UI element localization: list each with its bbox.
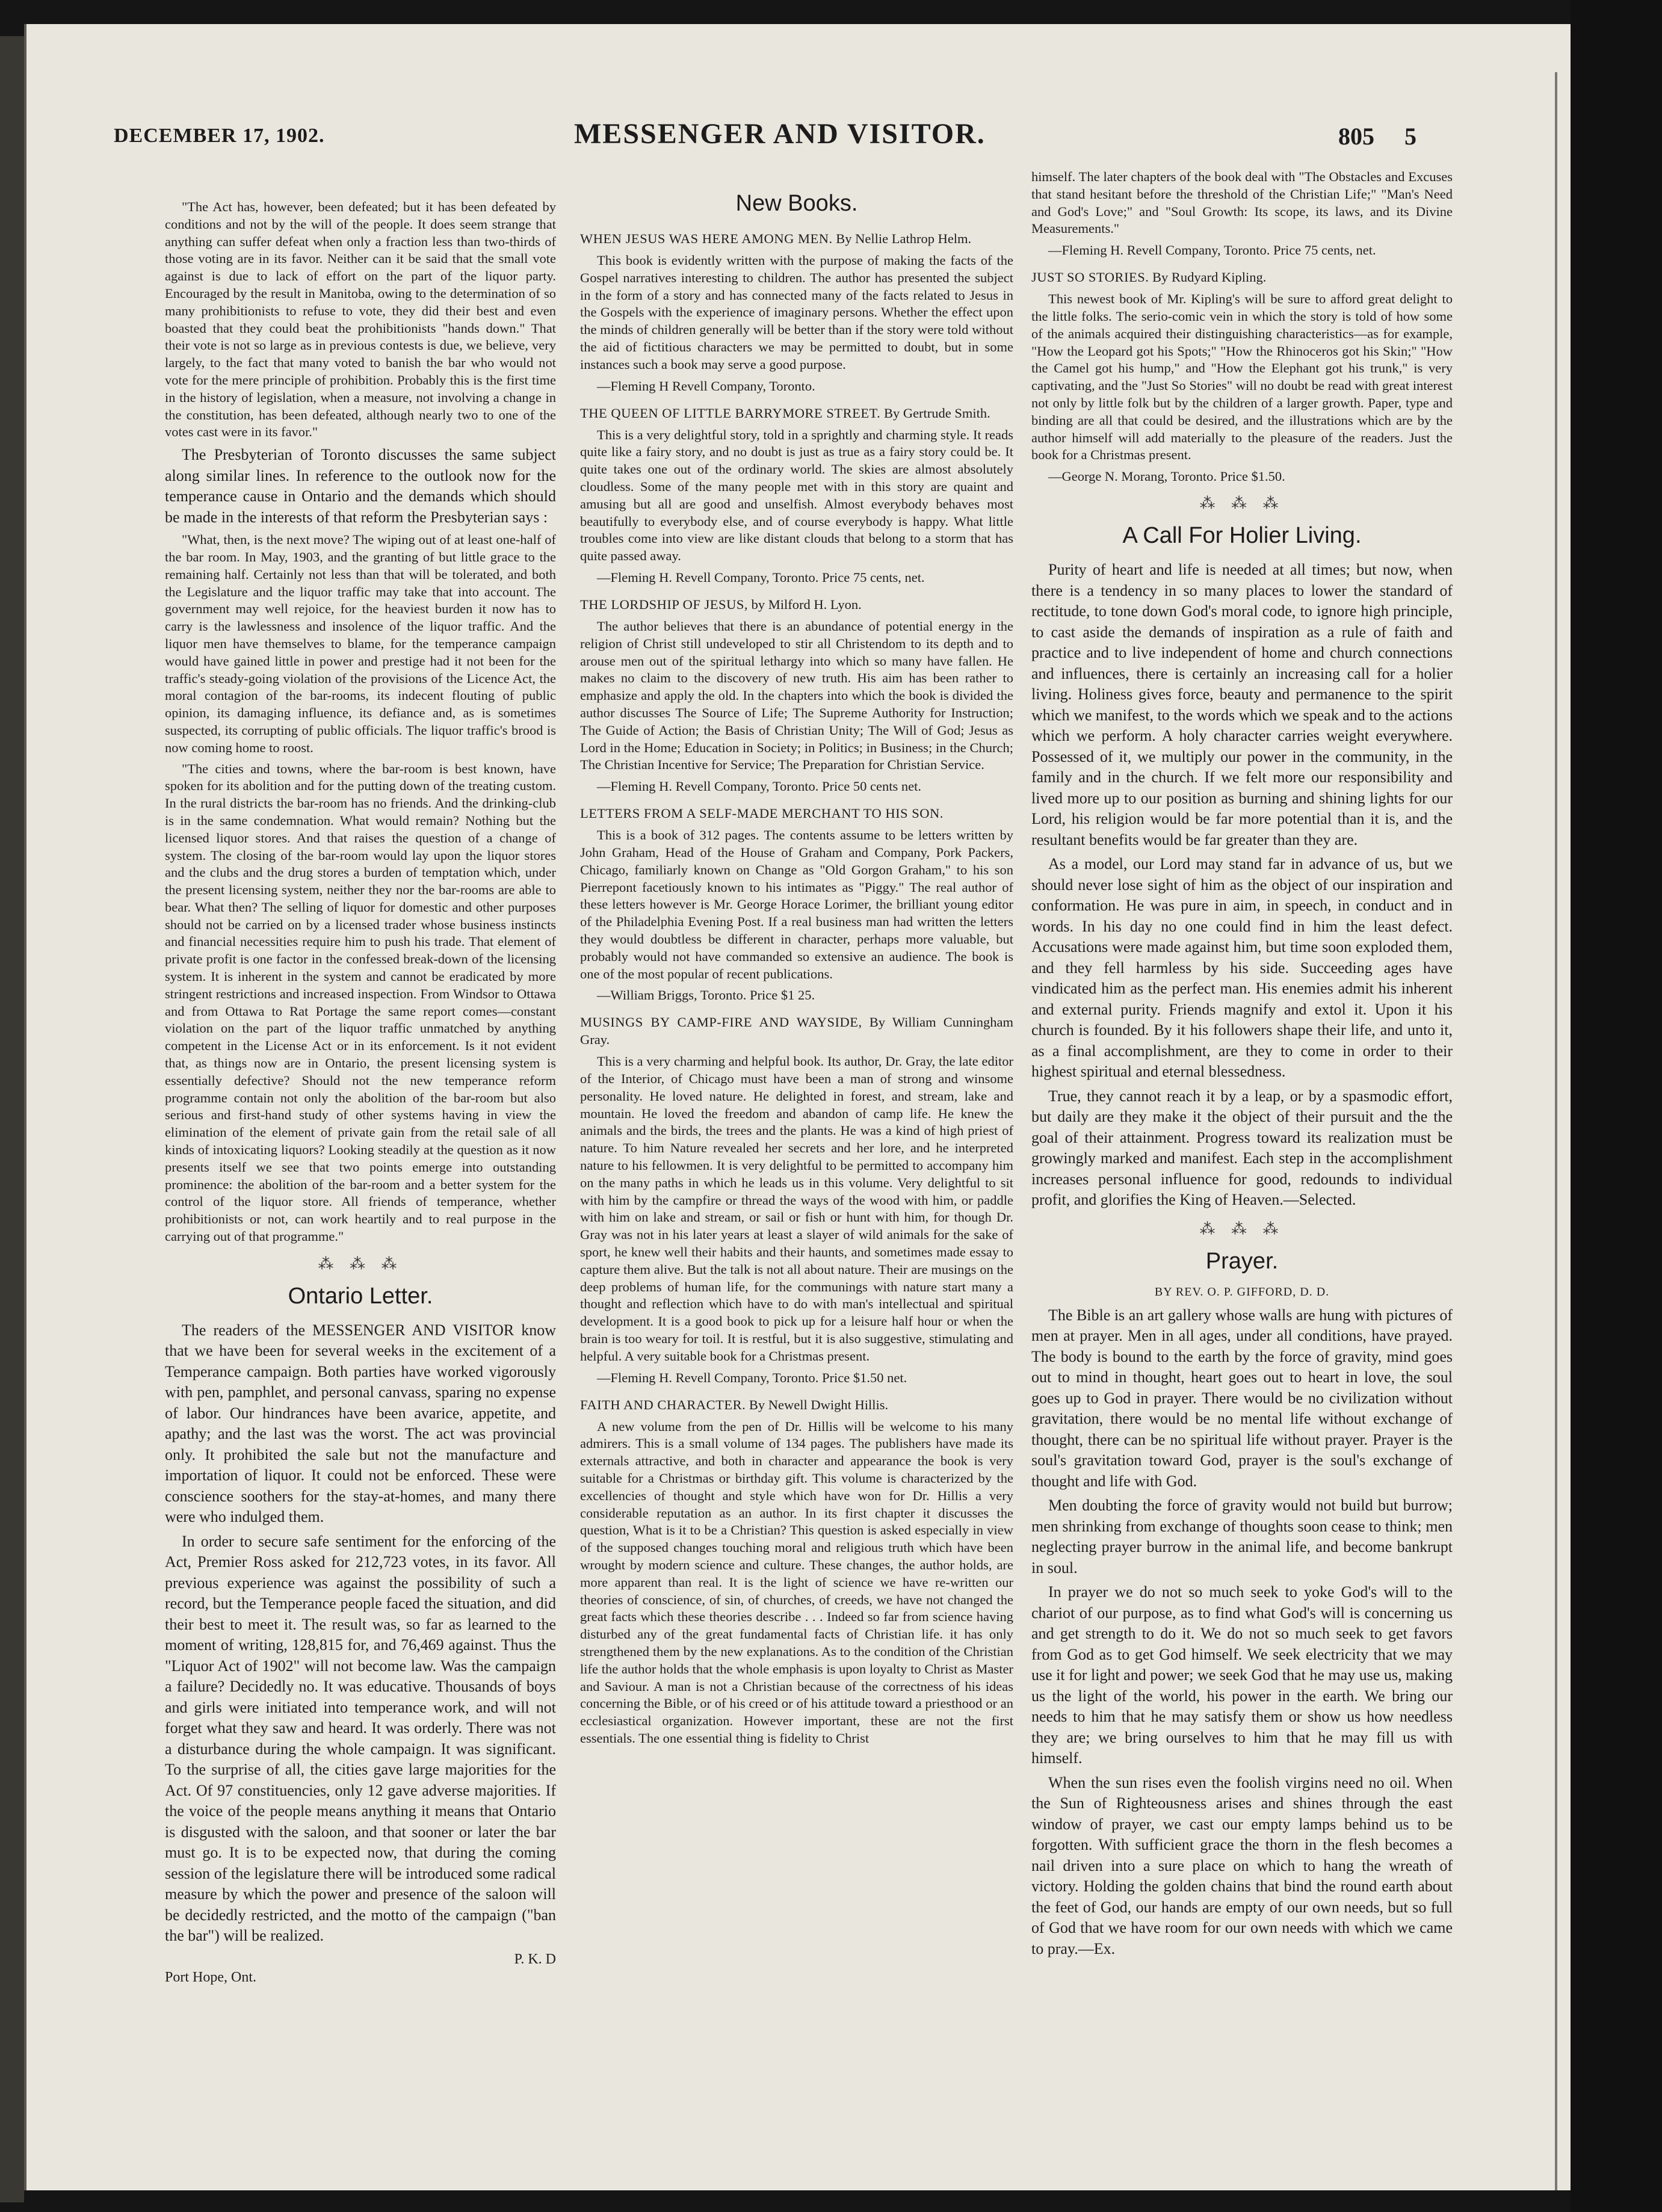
review-heading <box>580 1013 1013 1048</box>
holier-paragraph-3: True, they cannot reach it by a leap, or by a spasmodic effort, but daily are they make it the object of their pursuit and the the goal of their attainment. Progress toward its realization must be growingly marked and manifest. Each step in the accomplishment increases personal influence for good, redounds to individual profit, and glorifies the King of Heaven.—Selected. <box>1031 1087 1453 1209</box>
presbyterian-intro: The Presbyterian of Toronto discusses the same subject along similar lines. In reference to the outlook now for the temperance cause in Ontario and the demands which should be made in the interests of that reform the Presbyterian says : <box>165 446 556 526</box>
review-publisher: —William Briggs, Toronto. Price $1 25. <box>597 987 815 1003</box>
book-review <box>580 1396 1013 1747</box>
review-heading <box>580 404 1013 422</box>
book-review <box>580 1013 1013 1386</box>
review-heading <box>580 596 1013 613</box>
page-edge-rule <box>1555 72 1557 2190</box>
review-body: A new volume from the pen of Dr. Hillis will be welcome to his many admirers. This is a small volume of 134 pages. The publishers have made its externals attractive, and both in character and appearance the book is very suitable for a Christmas or birthday gift. This volume is characterized by the excellencies of thought and style which have won for Dr. Hillis a very considerable reputation as an author. In its first chapter it discusses the question, What is it to be a Christian? This question is asked especially in view of the supposed changes touching moral and religious truth which have been wrought by modern science and culture. These changes, the author holds, are more apparent than real. It is the light of science we have re-written our theories of conscience, of sin, of churches, of creeds, we have not changed the great facts which these theories describe . . . Indeed so far from science having disturbed any of the great fundamental facts of Christian life. it has only strengthened them by the new explanations. As to the condition of the Christian life the author holds that the whole emphasis is upon loyalty to Christ as Master and Saviour. A man is not a Christian because of the correctness of his ideas concerning the Bible, or of his creed or of his attitude toward a priesthood or an ecclesiastical organization. However important, these are not the first essentials. The one essential thing is fidelity to Christ <box>580 1418 1013 1746</box>
prayer-paragraph-3: In prayer we do not so much seek to yoke God's will to the chariot of our purpose, as to find what God's will is concerning us and get strength to do it. We do not so much seek to get favors from God as to get God himself. We seek electricity that we may use it for light and power; we seek God that he may use us, making us the light of the world, his power in the earth. We bring our needs to him that he may satisfy them or show us how needless they are; we bring ourselves to him that he may fill us with himself. <box>1031 1583 1453 1767</box>
review-title: THE QUEEN OF LITTLE BARRYMORE STREET. <box>580 405 881 421</box>
review-author: By Gertrude Smith. <box>883 405 990 421</box>
review-body: This book is evidently written with the purpose of making the facts of the Gospel narratives interesting to children. The author has presented the subject in the form of a story and has connected many of the facts related to Jesus in the Gospels with the experience of imaginary persons. Whether the effect upon the minds of children generally will be better than if the story were told without the aid of fictitious characters we may be permitted to doubt, but in some instances such a book may serve a good purpose. <box>580 253 1013 372</box>
ontario-paragraph-1: The readers of the MESSENGER AND VISITOR know that we have been for several weeks in the excitement of a Temperance campaign. Both parties have worked vigorously with pen, pamphlet, and personal canvass, sparing no expense of labor. Our hindrances have been avarice, appetite, and apathy; and the last was the worst. The act was provincial only. It prohibited the sale but not the manufacture and importation of liquor. It could not be enforced. These were conscience soothers for the stay-at-homes, and many there were who indulged them. <box>165 1321 556 1526</box>
book-review <box>580 805 1013 1004</box>
review-heading <box>580 1396 1013 1413</box>
review-body: This is a very charming and helpful book. Its author, Dr. Gray, the late editor of the Interior, of Chicago must have been a man of strong and winsome personality. He loved nature. He delighted in forest, and stream, lake and mountain. He loved the freedom and abandon of camp life. He knew the animals and the birds, the trees and the plants. He was a kind of high priest of nature. To him Nature revealed her secrets and her lore, and he interpreted nature to his fellowmen. It is very delightful to be permitted to accompany him on the many paths in which he leads us in this volume. Very delightful to sit with him by the campfire or thread the ways of the wood with him, or paddle with him on lake and stream, or sail or fish or hunt with him, for though Dr. Gray was not in his later years at least a slayer of wild animals for the sake of sport, he knew well their habits and their haunts, and sometimes made essay to capture them alive. But the talk is not all about nature. Their are musings on the deep problems of human life, for the communings with nature start many a thought and reflection which have to do with man's intellectual and spiritual development. It is a good book to pick up for a leisure half hour or when the brain is too weary for toil. It is restful, but it is also suggestive, stimulating and helpful. A very suitable book for a Christmas present. <box>580 1054 1013 1364</box>
review-publisher: —Fleming H. Revell Company, Toronto. Price 75 cents, net. <box>597 569 925 585</box>
prayer-paragraph-2: Men doubting the force of gravity would not build but burrow; men shrinking from exchange of thoughts soon cease to think; men neglecting prayer burrow in the animal life, and become bankrupt in soul. <box>1031 1497 1453 1577</box>
review-publisher: —George N. Morang, Toronto. Price $1.50. <box>1048 469 1285 484</box>
prayer-paragraph-1: The Bible is an art gallery whose walls are hung with pictures of men at prayer. Men in all ages, under all conditions, have prayed. The body is bound to the earth by the force of gravity, mind goes out to mind in thought, heart goes out to heart in love, the soul goes up to God in prayer. There would be no civilization without gravitation, there would be no mental life without exchange of thought, there can be no spiritual life without prayer. Prayer is the soul's gravitation toward God, prayer is the soul's exchange of thought and life with God. <box>1031 1306 1453 1490</box>
review-continuation: himself. The later chapters of the book deal with "The Obstacles and Excuses that stand hesitant before the threshold of the Christian Life;" "Man's Need and God's Love;" and "Soul Growth: Its scope, its laws, and its Divine Measurements." <box>1031 169 1453 236</box>
holier-paragraph-2: As a model, our Lord may stand far in advance of us, but we should never lose sight of him as the object of our inspiration and conformation. He was pure in aim, in speech, in conduct and in words. In his day no one could find in him the least defect. Accusations were made against him, but time soon exploded them, and they fell harmless by his side. Succeeding ages have vindicated him as the perfect man. His enemies admit his inherent and external purity. Friends magnify and extol it. Upon it his church is founded. By it his followers shape their life, and unto it, as a final accomplishment, are they to come in order to their highest spiritual and eternal blessedness. <box>1031 855 1453 1081</box>
review-body: The author believes that there is an abundance of potential energy in the religion of Christ still undeveloped to stir all Christendom to its depth and to arouse men out of the spiritual lethargy into which so many have fallen. He makes no claim to the discovery of new truth. His aim has been rather to emphasize and apply the old. In the chapters into which the book is divided the author discusses The Source of Life; The Supreme Authority for Instruction; The Guide of Action; the Basis of Christian Unity; The Will of God; Jesus as Lord in the Home; Education in Society; in Politics; in Business; in the Church; The Christian Incentive for Service; The Preparation for Christian Service. <box>580 618 1013 773</box>
presbyterian-quote-2: "The cities and towns, where the bar-room is best known, have spoken for its abolition and for the putting down of the treating custom. In the rural districts the bar-room has no friends. And the drinking-club is in the same condemnation. What would remain? Nothing but the licensed liquor stores. And that raises the question of a change of system. The closing of the bar-room would lay upon the liquor stores and the clubs and the drug stores a burden of temptation which, under the present licensing system, neither they nor the bar-rooms are able to bear. What then? The selling of liquor for domestic and other purposes should not be carried on by a licensed trader whose business instincts and financial necessities require him to push his trade. That element of private profit is one factor in the confessed break-down of the licensing system. It is inherent in the system and cannot be eradicated by more stringent restrictions and increased inspection. From Windsor to Ottawa and from Ottawa to Rat Portage the same report comes—constant violation on the part of the liquor traffic unmatched by anything competent in the License Act or in its enforcement. Is it not evident that, as things now are in Ontario, the present licensing system is essentially defective? Should not the new temperance reform programme contain not only the abolition of the bar-room but also serious and first-hand study of other systems having in view the elimination of the element of private gain from the retail sale of all kinds of intoxicating liquors? Looking steadily at the question as it now presents itself we see that two points emerge into outstanding prominence: the abolition of the bar-room and a better system for the control of the liquor store. All friends of temperance, whether prohibitionists or not, can work heartily and to real purpose in the carrying out of that programme." <box>165 761 556 1244</box>
section-divider: ⁂ ⁂ ⁂ <box>1199 495 1285 513</box>
holier-living-title: A Call For Holier Living. <box>1122 523 1362 549</box>
signature: P. K. D <box>514 1951 556 1967</box>
review-author: by Milford H. Lyon. <box>751 596 862 612</box>
review-title: MUSINGS BY CAMP-FIRE AND WAYSIDE, <box>580 1015 862 1030</box>
dateline-place: Port Hope, Ont. <box>165 1969 256 1985</box>
review-title: JUST SO STORIES. <box>1031 270 1149 285</box>
review-publisher: —Fleming H. Revell Company, Toronto. Price 75 cents, net. <box>1048 243 1376 258</box>
signature-row <box>165 1950 556 1968</box>
review-author: By Newell Dwight Hillis. <box>749 1397 889 1412</box>
book-review <box>580 230 1013 395</box>
adjacent-page-edge <box>0 36 24 2202</box>
prayer-byline: BY REV. O. P. GIFFORD, D. D. <box>1154 1285 1330 1299</box>
book-review <box>580 596 1013 795</box>
new-books-title: New Books. <box>735 191 858 216</box>
masthead: MESSENGER AND VISITOR. <box>574 118 986 150</box>
prayer-title: Prayer. <box>1205 1248 1279 1274</box>
page-number: 805 <box>1338 123 1374 150</box>
review-title: FAITH AND CHARACTER. <box>580 1397 746 1412</box>
review-title: LETTERS FROM A SELF-MADE MERCHANT TO HIS SON. <box>580 806 944 821</box>
section-divider: ⁂ ⁂ ⁂ <box>1199 1220 1285 1238</box>
review-body: This is a book of 312 pages. The contents assume to be letters written by John Graham, Head of the House of Graham and Company, Pork Packers, Chicago, familiarly known on Change as "Old Gorgon Graham," to his son Pierrepont facetiously known to his intimates as "Piggy." The real author of these letters however is Mr. George Horace Lorimer, the brilliant young editor of the Philadelphia Evening Post. If a real business man had written the letters they would doubtless be different in character, perhaps more valuable, but probably would not have commanded so extensive an audience. The book is one of the most popular of recent publications. <box>580 827 1013 981</box>
review-author: By Nellie Lathrop Helm. <box>836 231 972 246</box>
holier-paragraph-1: Purity of heart and life is needed at all times; but now, when there is a tendency in so many places to lower the standard of rectitude, to tone down God's moral code, to ignore high principle, to cast aside the demands of inspiration as a rule of faith and practice and to live independent of home and church connections and influences, there is certainly an increasing call for a holier living. Holiness gives force, beauty and permanence to the spirit which we manifest, to the words which we speak and to the actions which we perform. A holy character carries weight everywhere. Possessed of it, we multiply our power in the community, in the family and in the church. If we felt more our responsibility and lived more up to our position as burning and shining lights for our Lord, his religion would be far more potential than it is, and the resultant benefits would be far greater than they are. <box>1031 561 1453 848</box>
review-author: By Rudyard Kipling. <box>1152 270 1267 285</box>
quote-paragraph: "The Act has, however, been defeated; but it has been defeated by conditions and not by the will of the people. It does seem strange that anything can suffer defeat when only a fraction less than two-thirds of those voting are in its favor. Neither can it be said that the small vote against is due to lack of effort on the part of the liquor party. Encouraged by the result in Manitoba, owing to the determination of so many prohibitionists to refuse to vote, they did their best and even boasted that they could beat the prohibitionists "hands down." That their vote is not so large as in previous contests is due, we believe, very largely, to the fact that many voted to banish the bar who would not vote for the mere principle of prohibition. Probably this is the first time in the history of legislation, when a measure, not involving a change in the constitution, has been defeated, although nearly two to one of the votes cast were in its favor." <box>165 199 556 440</box>
review-publisher: —Fleming H Revell Company, Toronto. <box>597 378 815 394</box>
review-author: By William Cunningham Gray. <box>580 1015 1013 1048</box>
review-heading <box>580 805 1013 822</box>
review-publisher: —Fleming H. Revell Company, Toronto. Price $1.50 net. <box>597 1370 907 1385</box>
scan-background <box>1571 0 1662 2212</box>
book-review <box>580 404 1013 586</box>
review-title: THE LORDSHIP OF JESUS, <box>580 596 748 612</box>
presbyterian-quote-1: "What, then, is the next move? The wiping out of at least one-half of the bar room. In May, 1903, and the granting of but little grace to the remaining half. Certainly not less than that will be tolerated, and both the Legislature and the liquor traffic may take that into account. The government may well rejoice, for the heaviest burden it now has to carry is the lawlessness and insolence of the liquor traffic. And the liquor men have themselves to blame, for the temperance campaign would have gained little in power and prestige had it not been for the traffic's steady-going violation of the provisions of the Licence Act, the moral contagion of the bar-rooms, its indecent flouting of public opinion, its damaging influence, its defiance and, as is sometimes suspected, its corrupting of public officials. The liquor traffic's brood is now coming home to roost. <box>165 532 556 755</box>
review-body: This newest book of Mr. Kipling's will be sure to afford great delight to the little folks. The serio-comic vein in which the story is told of how some of the animals acquired their distinguishing characteristics—as for example, "How the Leopard got his Spots;" "How the Rhinoceros got his Skin;" "How the Camel got his hump," and "How the Elephant got his trunk," is very captivating, and the "Just So Stories" will no doubt be read with great interest not only by little folk but by the children of a larger growth. Paper, type and binding are all that could be desired, and the illustrations which are by the author himself will add materially to the pleasure of the readers. Just the book for a Christmas present. <box>1031 291 1453 463</box>
review-publisher: —Fleming H. Revell Company, Toronto. Price 50 cents net. <box>597 779 921 794</box>
section-number: 5 <box>1404 123 1416 150</box>
review-heading <box>580 230 1013 247</box>
review-body: This is a very delightful story, told in a sprightly and charming style. It reads quite like a fairy story, and no doubt is just as true as a fairy story could be. It quite takes one out of the ordinary world. The skies are almost absolutely cloudless. Some of the many people met with in this story are quaint and amusing but all are good and unselfish. Almost everybody behaves most beautifully to everybody else, and of course everybody is happy. What little troubles come into view are like distant clouds that belong to a storm that has quite passed away. <box>580 427 1013 564</box>
section-divider: ⁂ ⁂ ⁂ <box>318 1255 403 1273</box>
review-title: WHEN JESUS WAS HERE AMONG MEN. <box>580 231 833 246</box>
column-left <box>165 199 556 2154</box>
column-middle <box>580 181 1013 2136</box>
prayer-paragraph-4: When the sun rises even the foolish virgins need no oil. When the Sun of Righteousness arises and shines through the east window of prayer, we cast our empty lamps behind us to be forgotten. With sufficient grace the thorn in the flesh becomes a nail driven into a sure place on which to hang the wreath of victory. Holding the golden chains that bind the round earth about the feet of God, our hands are empty of our own needs, but so full of God that we have room for our own needs with which we came to pray.—Ex. <box>1031 1773 1453 1957</box>
issue-date: DECEMBER 17, 1902. <box>114 125 325 147</box>
column-right <box>1031 168 1453 2154</box>
newspaper-page <box>24 24 1571 2190</box>
review-heading <box>1031 268 1453 286</box>
ontario-paragraph-2: In order to secure safe sentiment for the enforcing of the Act, Premier Ross asked for 212,723 votes, in its favor. All previous experience was against the possibility of such a record, but the Temperance people faced the situation, and did their best to meet it. The result was, so far as learned to the moment of writing, 128,815 for, and 76,469 against. Thus the "Liquor Act of 1902" will not become law. Was the campaign a failure? Decidedly no. It was educative. Thousands of boys and girls were initiated into temperance work, and will not forget what they saw and heard. It was orderly. There was not a disturbance during the whole campaign. It was significant. To the surprise of all, the cities gave large majorities for the Act. Of 97 constituencies, only 12 gave adverse majorities. If the voice of the people means anything it means that Ontario is disgusted with the saloon, and that sooner or later the bar must go. It is to be expected now, that during the coming session of the legislature there will be introduced some radical measure by which the power and presence of the saloon will be decidedly restricted, and the motto of the campaign ("ban the bar") will be realized. <box>165 1532 556 1945</box>
ontario-letter-title: Ontario Letter. <box>288 1283 433 1309</box>
page-header <box>26 117 1573 159</box>
